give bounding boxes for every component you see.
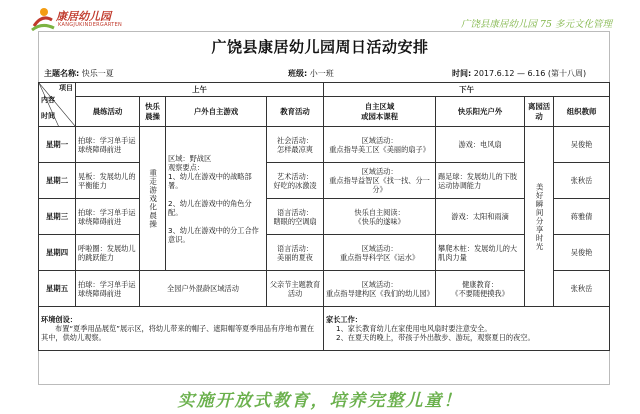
sunshine-cell: 踢足球：发展幼儿的下肢运动协调能力 bbox=[436, 163, 525, 199]
departure-text: 美好瞬间分享时光 bbox=[535, 182, 545, 251]
education-cell: 艺术活动： 好吃的冰激凌 bbox=[267, 163, 324, 199]
region-cell: 区域活动： 重点指导美工区《美丽的扇子》 bbox=[324, 127, 436, 163]
table-row bbox=[39, 235, 610, 271]
sunshine-cell: 游戏：电风扇 bbox=[436, 127, 525, 163]
morning-cell: 拍球：学习单手运球绕障碍前进 bbox=[76, 127, 140, 163]
teacher-cell: 吴俊艳 bbox=[554, 127, 610, 163]
morning-dance-cell bbox=[140, 127, 166, 271]
region-cell: 区域活动： 重点指导建构区《我们的幼儿园》 bbox=[324, 271, 436, 307]
table-row bbox=[39, 163, 610, 199]
morning-cell: 拍球：学习单手运球绕障碍前进 bbox=[76, 199, 140, 235]
morning-cell: 拍球：学习单手运球绕障碍前进 bbox=[76, 271, 140, 307]
class-value: 小一班 bbox=[309, 69, 334, 78]
environment-label: 环境创设： bbox=[41, 315, 77, 324]
environment-text: 布置“夏季用品展览”展示区，将幼儿带来的帽子、遮阳帽等夏季用品有序地布置在其中，供幼儿观察。 bbox=[41, 324, 315, 342]
time-value: 2017.6.12 — 6.16 (第十八周) bbox=[473, 69, 587, 78]
top-slogan: 广饶县康居幼儿园 75 多元文化管理 bbox=[460, 19, 612, 30]
corner-content: 内容 bbox=[41, 96, 55, 104]
day-label: 星期一 bbox=[39, 127, 76, 163]
region-cell: 区域活动： 重点指导益智区《找一找、分一分》 bbox=[324, 163, 436, 199]
day-label: 星期三 bbox=[39, 199, 76, 235]
corner-cell bbox=[39, 83, 76, 127]
table-row bbox=[39, 199, 610, 235]
education-cell: 社会活动： 怎样最凉爽 bbox=[267, 127, 324, 163]
schedule-table bbox=[38, 82, 610, 351]
col-teacher: 组织教师 bbox=[554, 97, 610, 127]
outdoor-override-cell: 全园户外混龄区域活动 bbox=[140, 271, 267, 307]
theme-value: 快乐一夏 bbox=[81, 69, 114, 78]
sunshine-cell: 攀爬木桩：发展幼儿的大肌肉力量 bbox=[436, 235, 525, 271]
teacher-cell: 吴俊艳 bbox=[554, 235, 610, 271]
theme-meta bbox=[44, 68, 114, 79]
col-morning-dance: 快乐晨操 bbox=[140, 97, 166, 127]
sunshine-cell: 游戏：太阳和雨滴 bbox=[436, 199, 525, 235]
col-education: 教育活动 bbox=[267, 97, 324, 127]
morning-cell: 呼啦圈：发展幼儿的跳跃能力 bbox=[76, 235, 140, 271]
col-morning-exercise: 晨练活动 bbox=[76, 97, 140, 127]
teacher-cell: 张秋岳 bbox=[554, 271, 610, 307]
class-meta bbox=[288, 68, 334, 79]
departure-cell bbox=[525, 127, 554, 307]
class-label: 班级: bbox=[288, 69, 308, 78]
outdoor-cell: 区域：野战区 观察要点： 1、幼儿在游戏中的战略部署。 2、幼儿在游戏中的角色分配。 3、幼儿在游戏中的分工合作意识。 bbox=[166, 127, 267, 271]
col-region: 自主区域 或园本课程 bbox=[324, 97, 436, 127]
table-row bbox=[39, 271, 610, 307]
parent-label: 家长工作： bbox=[326, 315, 362, 324]
parent-cell bbox=[324, 307, 610, 351]
brand-subtitle: KANGJUKINDERGARTEN bbox=[58, 22, 123, 28]
col-sunshine: 快乐阳光户外 bbox=[436, 97, 525, 127]
afternoon-header: 下午 bbox=[324, 83, 610, 97]
region-cell: 区域活动： 重点指导科学区《运水》 bbox=[324, 235, 436, 271]
parent-item: 1、家长教育幼儿在家使用电风扇时要注意安全。 bbox=[336, 324, 492, 333]
col-outdoor-game: 户外自主游戏 bbox=[166, 97, 267, 127]
region-cell: 快乐自主阅读： 《快乐的遂味》 bbox=[324, 199, 436, 235]
morning-header: 上午 bbox=[76, 83, 324, 97]
environment-cell bbox=[39, 307, 324, 351]
notes-row bbox=[39, 307, 610, 351]
brand-name: 康居幼儿园 bbox=[56, 10, 111, 23]
corner-time: 时间 bbox=[41, 112, 55, 120]
parent-item: 2、在夏天的晚上，带孩子外出散步、游玩，观察夏日的夜空。 bbox=[336, 333, 535, 342]
child-logo-icon bbox=[28, 6, 56, 32]
education-cell: 父亲节主题教育活动 bbox=[267, 271, 324, 307]
time-label: 时间: bbox=[452, 69, 472, 78]
col-departure: 离园活动 bbox=[525, 97, 554, 127]
theme-label: 主题名称: bbox=[44, 69, 80, 78]
morning-cell: 晃板：发展幼儿的平衡能力 bbox=[76, 163, 140, 199]
page-title: 广饶县康居幼儿园周日活动安排 bbox=[211, 38, 429, 56]
bottom-slogan: 实施开放式教育，培养完整儿童！ bbox=[177, 391, 463, 411]
day-label: 星期四 bbox=[39, 235, 76, 271]
table-row bbox=[39, 127, 610, 163]
day-label: 星期五 bbox=[39, 271, 76, 307]
morning-dance-text: 重走游戏化晨操 bbox=[148, 168, 158, 229]
time-meta bbox=[452, 68, 586, 79]
education-cell: 语言活动： 美丽的夏夜 bbox=[267, 235, 324, 271]
day-label: 星期二 bbox=[39, 163, 76, 199]
teacher-cell: 蒋雅倩 bbox=[554, 199, 610, 235]
sunshine-cell: 健康教育： 《不要随便摸我》 bbox=[436, 271, 525, 307]
education-cell: 语言活动： 瞎眼的空调扇 bbox=[267, 199, 324, 235]
teacher-cell: 张秋岳 bbox=[554, 163, 610, 199]
corner-item: 项目 bbox=[59, 84, 73, 92]
